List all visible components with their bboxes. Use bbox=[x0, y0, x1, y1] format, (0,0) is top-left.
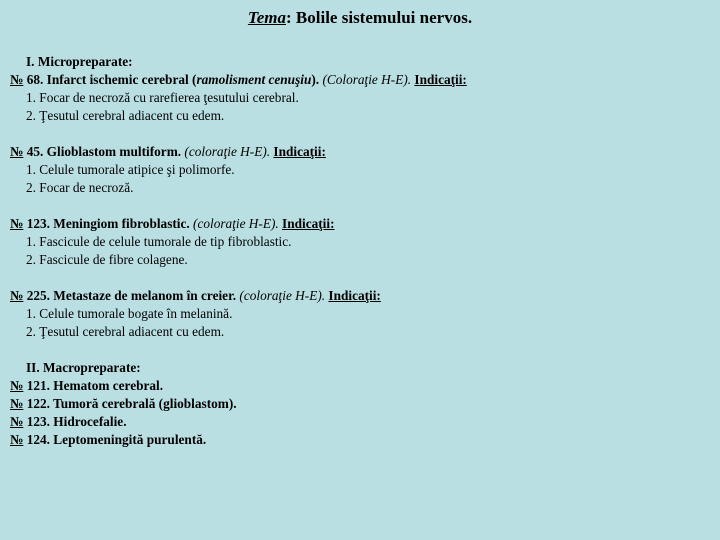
item-name: Metastaze de melanom în creier. bbox=[53, 288, 240, 303]
number-sign: № bbox=[10, 144, 24, 159]
title-tema: Tema bbox=[247, 8, 286, 27]
item-name: Glioblastom multiform. bbox=[46, 144, 185, 159]
micro-item-45 bbox=[10, 143, 710, 161]
item-indications: Indicaţii: bbox=[414, 72, 467, 87]
list-item: 1. Celule tumorale bogate în melanină. bbox=[26, 306, 233, 321]
item-name: Meningiom fibroblastic. bbox=[53, 216, 194, 231]
page-title bbox=[0, 8, 720, 28]
item-indications: Indicaţii: bbox=[328, 288, 381, 303]
macro-item-123 bbox=[10, 413, 710, 431]
item-number: 45. bbox=[23, 144, 47, 159]
number-sign: № bbox=[10, 72, 24, 87]
number-sign: № bbox=[10, 378, 24, 393]
number-sign: № bbox=[10, 414, 24, 429]
item-name-end: ). bbox=[311, 72, 323, 87]
item-number: 225. bbox=[23, 288, 54, 303]
macro-item-121 bbox=[10, 377, 710, 395]
list-item: 2. Ţesutul cerebral adiacent cu edem. bbox=[26, 108, 225, 123]
item-number: 123. bbox=[23, 216, 54, 231]
item-stain: (coloraţie H-E). bbox=[193, 216, 283, 231]
list-item: 2. Focar de necroză. bbox=[26, 180, 134, 195]
number-sign: № bbox=[10, 396, 24, 411]
number-sign: № bbox=[10, 432, 24, 447]
item-stain: (coloraţie H-E). bbox=[239, 288, 329, 303]
title-separator: : bbox=[286, 8, 296, 27]
item-stain: (coloraţie H-E). bbox=[184, 144, 274, 159]
macro-item-124 bbox=[10, 431, 710, 449]
item-name-italic: ramolisment cenuşiu bbox=[196, 72, 312, 87]
title-text: Bolile sistemului nervos. bbox=[295, 8, 473, 27]
section2-heading: II. Macropreparate: bbox=[26, 360, 141, 375]
item-stain: (Coloraţie H-E). bbox=[322, 72, 415, 87]
micro-item-123 bbox=[10, 215, 710, 233]
macro-item-122 bbox=[10, 395, 710, 413]
list-item: 1. Celule tumorale atipice şi polimorfe. bbox=[26, 162, 235, 177]
item-text: 121. Hematom cerebral. bbox=[23, 378, 164, 393]
item-indications: Indicaţii: bbox=[282, 216, 335, 231]
list-item: 1. Fascicule de celule tumorale de tip fibroblastic. bbox=[26, 234, 292, 249]
item-name: Infarct ischemic cerebral ( bbox=[46, 72, 197, 87]
item-text: 123. Hidrocefalie. bbox=[23, 414, 127, 429]
section1-heading: I. Micropreparate: bbox=[26, 54, 133, 69]
item-indications: Indicaţii: bbox=[273, 144, 326, 159]
number-sign: № bbox=[10, 288, 24, 303]
list-item: 2. Fascicule de fibre colagene. bbox=[26, 252, 188, 267]
list-item: 2. Ţesutul cerebral adiacent cu edem. bbox=[26, 324, 225, 339]
list-item: 1. Focar de necroză cu rarefierea ţesutului cerebral. bbox=[26, 90, 299, 105]
number-sign: № bbox=[10, 216, 24, 231]
micro-item-225 bbox=[10, 287, 710, 305]
item-number: 68. bbox=[23, 72, 47, 87]
item-text: 122. Tumoră cerebrală (glioblastom). bbox=[23, 396, 237, 411]
item-text: 124. Leptomeningită purulentă. bbox=[23, 432, 207, 447]
micro-item-68 bbox=[10, 71, 710, 89]
document-body bbox=[10, 53, 710, 449]
